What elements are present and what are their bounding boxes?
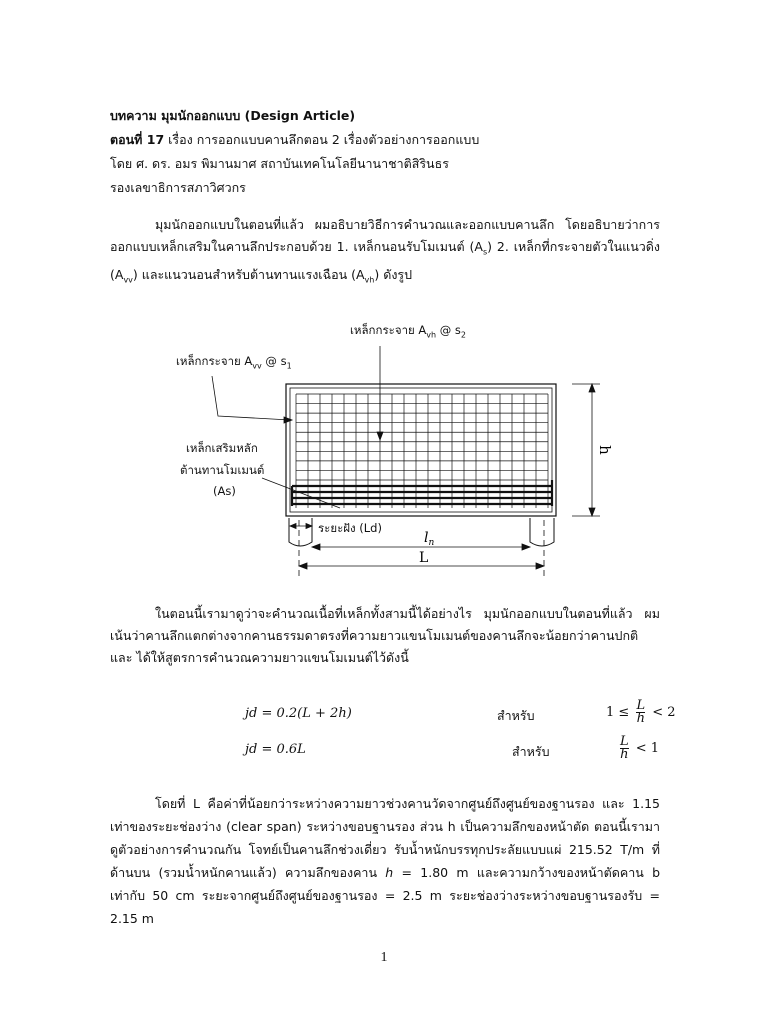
L-label: L bbox=[419, 550, 429, 566]
equation-1: jd = 0.2(L + 2h) bbox=[245, 706, 352, 721]
episode-number: ตอนที่ 17 bbox=[110, 132, 165, 147]
moment-arm-paragraph: ในตอนนี้เรามาดูว่าจะคำนวณเนื้อที่เหล็กทั้งสามนี้ได้อย่างไร มุมนักออกแบบในตอนที่แล้ว ผมเน้นว่าคานลึกแตกต่างจากคานธรรมดาตรงที่ความยาวแขนโมเมนต์ของคานลึกจะน้อยกว่าคานปกติ และ ได้ให้สูตรการคำนวณความยาวแขนโมเมนต์ไว้ดังนี้ bbox=[110, 606, 660, 665]
equation-2-for: สำหรับ bbox=[512, 744, 550, 759]
avv-label: เหล็กกระจาย $A_{vv}$ @ $s_1$ bbox=[176, 354, 292, 371]
author-position: รองเลขาธิการสภาวิศวกร bbox=[110, 180, 246, 195]
avh-label: เหล็กกระจาย $A_{vh}$ @ $s_2$ bbox=[350, 323, 467, 340]
main-steel-label-1: เหล็กเสริมหลัก bbox=[186, 441, 258, 455]
main-steel-label-2: ต้านทานโมเมนต์ bbox=[180, 463, 265, 477]
h-label: h bbox=[596, 445, 614, 455]
equation-2-condition: $\frac{L}{h}$ < 1 bbox=[620, 734, 660, 762]
episode-subject: เรื่อง การออกแบบคานลึกตอน 2 เรื่องตัวอย่างการออกแบบ bbox=[164, 132, 480, 147]
avv-leader bbox=[212, 376, 290, 420]
ld-label: ระยะฝัง (Ld) bbox=[318, 521, 382, 535]
intro-paragraph: มุมนักออกแบบในตอนที่แล้ว ผมอธิบายวิธีการคำนวณและออกแบบคานลึก โดยอธิบายว่าการออกแบบเหล็กเสริมในคานลึกประกอบด้วย 1. เหล็กนอนรับโมเมนต์ $(A_s)$ 2. เหล็กที่กระจายตัวในแนวดิ่ง $(A_{vv})$ และแนวนอนสำหรับต้านทานแรงเฉือน $(A_{vh})$ ดังรูป bbox=[110, 217, 660, 284]
equation-2: jd = 0.6L bbox=[245, 742, 306, 757]
example-paragraph: โดยที่ L คือค่าที่น้อยกว่าระหว่างความยาวช่วงคานวัดจากศูนย์ถึงศูนย์ของฐานรอง และ 1.15 เท่าของระยะช่องว่าง (clear span) ระหว่างขอบฐานรอง ส่วน h เป็นความลึกของหน้าตัด ตอนนี้เรามาดูตัวอย่างการคำนวณกัน โจทย์เป็นคานลึกช่วงเดี่ยว รับน้ำหนักบรรทุกประลัยแบบแผ่ 215.52 T/m ที่ด้านบน (รวมน้ำหนักคานแล้ว) ความลึกของคาน h = 1.80 m และความกว้างของหน้าตัดคาน b เท่ากับ 50 cm ระยะจากศูนย์ถึงศูนย์ของฐานรอง = 2.5 m ระยะช่องว่างระหว่างขอบฐานรองรับ = 2.15 m bbox=[110, 796, 661, 926]
equation-1-for: สำหรับ bbox=[497, 708, 535, 723]
author-line: โดย ศ. ดร. อมร พิมานมาศ สถาบันเทคโนโลยีนานาชาติสิรินธร bbox=[110, 156, 449, 171]
right-support bbox=[530, 518, 554, 546]
equation-1-condition: 1 ≤ $\frac{L}{h}$ < 2 bbox=[606, 698, 676, 726]
main-steel-label-3: (As) bbox=[213, 484, 236, 498]
embedment-dimension bbox=[290, 524, 312, 529]
ln-label: $l_n$ bbox=[424, 530, 435, 548]
main-tension-steel bbox=[292, 480, 552, 506]
page-number: 1 bbox=[380, 950, 388, 965]
beam-inner-outline bbox=[290, 388, 552, 512]
article-series-title: บทความ มุมนักออกแบบ (Design Article) bbox=[110, 108, 356, 123]
left-support bbox=[289, 518, 312, 546]
height-dimension bbox=[572, 384, 600, 516]
